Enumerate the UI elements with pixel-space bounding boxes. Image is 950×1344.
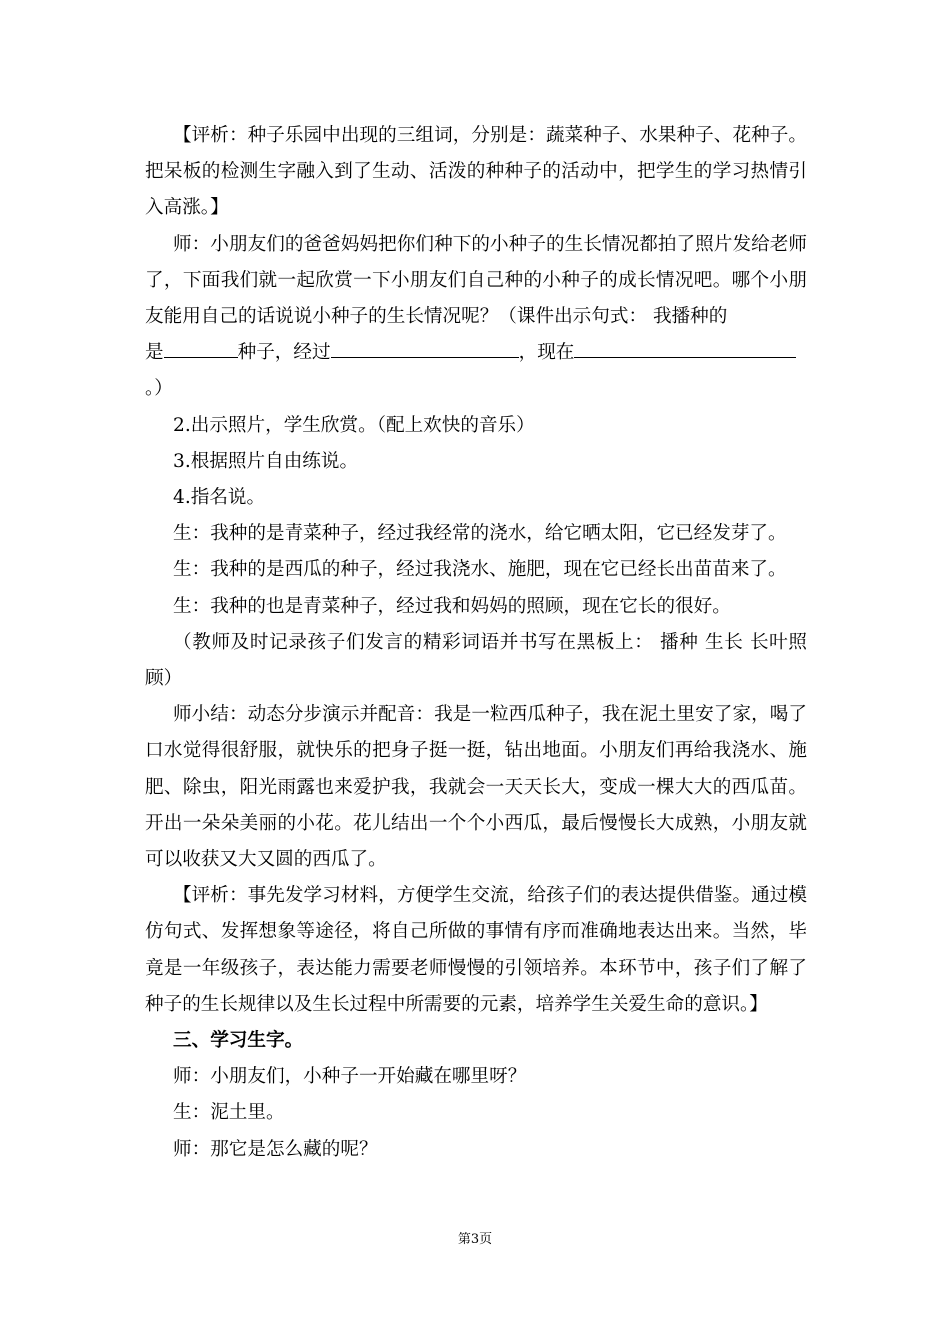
fill-text-1: 是 — [145, 342, 164, 364]
student-answer-2: 生：我种的是西瓜的种子，经过我浇水、施肥，现在它已经长出苗苗来了。 — [173, 559, 787, 581]
document-body — [145, 118, 807, 1168]
blank-line-3 — [574, 339, 796, 358]
teacher-summary: 师小结：动态分步演示并配音：我是一粒西瓜种子，我在泥土里安了家，喝了口水觉得很舒服，就快乐的把身子挺一挺，钻出地面。小朋友们再给我浇水、施肥、除虫，阳光雨露也来爱护我，我就会一天天长大，变成一棵大大的西瓜苗。开出一朵朵美丽的小花。花儿结出一个个小西瓜，最后慢慢长大成熟，小朋友就可以收获又大又圆的西瓜了。 — [145, 704, 807, 871]
teacher-paragraph-1: 师：小朋友们的爸爸妈妈把你们种下的小种子的生长情况都拍了照片发给老师了，下面我们就一起欣赏一下小朋友们自己种的小种子的成长情况吧。哪个小朋友能用自己的话说说小种子的生长情况呢？（课件出示句式： 我播种的 — [145, 233, 807, 328]
dialogue-line-2: 生：泥土里。 — [173, 1102, 285, 1124]
fill-text-3: ，现在 — [518, 342, 575, 364]
blank-line-2 — [331, 339, 519, 358]
comment-paragraph-1: 【评析：种子乐园中出现的三组词，分别是：蔬菜种子、水果种子、花种子。把呆板的检测生字融入到了生动、活泼的种种子的活动中，把学生的学习热情引入高涨。】 — [145, 125, 807, 219]
fill-in-sentence — [145, 335, 807, 371]
blank-line-1 — [164, 339, 238, 358]
student-answer-1: 生：我种的是青菜种子，经过我经常的浇水，给它晒太阳，它已经发芽了。 — [173, 523, 787, 545]
student-answer-3: 生：我种的也是青菜种子，经过我和妈妈的照顾，现在它长的很好。 — [173, 595, 731, 617]
fill-in-tail: 。） — [145, 378, 173, 400]
dialogue-line-1: 师：小朋友们，小种子一开始藏在哪里呀？ — [173, 1066, 527, 1088]
comment-paragraph-2: 【评析：事先发学习材料，方便学生交流，给孩子们的表达提供借鉴。通过模仿句式、发挥想象等途径，将自己所做的事情有序而准确地表达出来。当然，毕竟是一年级孩子，表达能力需要老师慢慢的引领培养。本环节中，孩子们了解了种子的生长规律以及生长过程中所需要的元素，培养学生关爱生命的意识。】 — [145, 885, 807, 1015]
page-number: 第3页 — [457, 1232, 493, 1247]
dialogue-line-3: 师：那它是怎么藏的呢？ — [173, 1138, 378, 1160]
step-2: 2.出示照片，学生欣赏。（配上欢快的音乐） — [173, 414, 535, 436]
fill-text-2: 种子，经过 — [237, 342, 331, 364]
section-heading: 三、学习生字。 — [173, 1030, 304, 1052]
step-3: 3.根据照片自由练说。 — [173, 450, 359, 472]
blackboard-note: （教师及时记录孩子们发言的精彩词语并书写在黑板上： 播种 生长 长叶照顾） — [145, 631, 807, 690]
step-4: 4.指名说。 — [173, 487, 266, 509]
